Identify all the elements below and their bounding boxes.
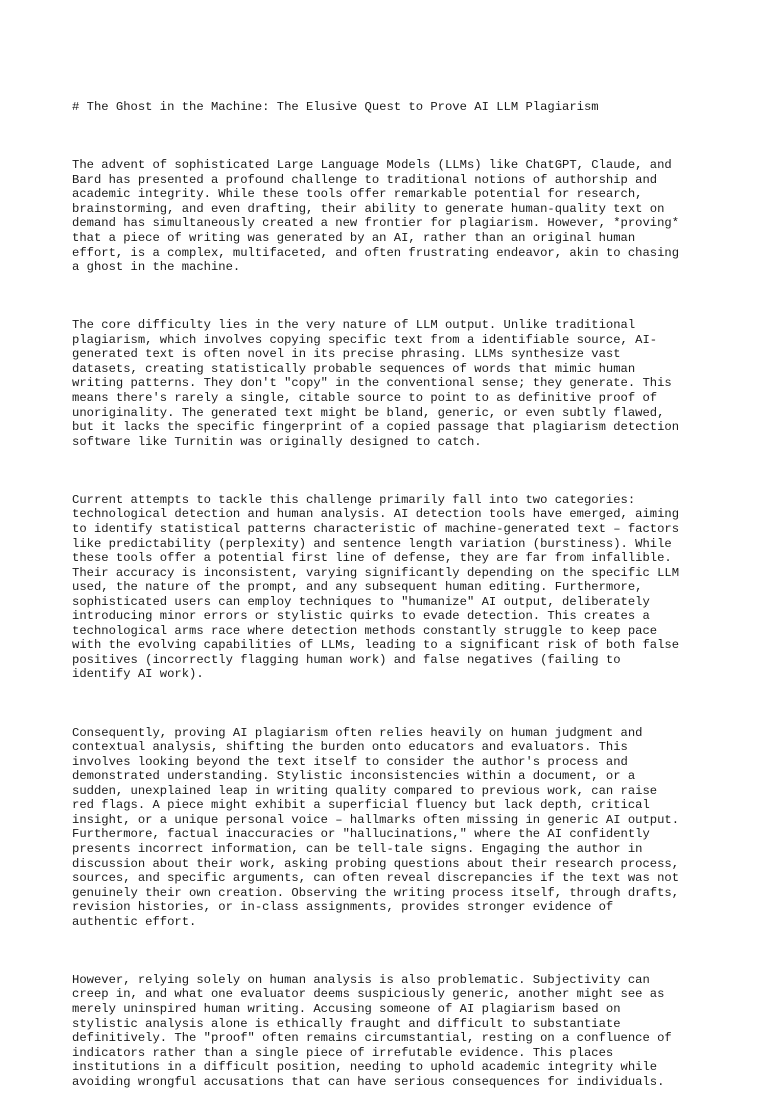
document-title: # The Ghost in the Machine: The Elusive Quest to Prove AI LLM Plagiarism <box>72 100 599 115</box>
paragraph-1: The advent of sophisticated Large Language Models (LLMs) like ChatGPT, Claude, and Bard has presented a profound challenge to traditional notions of authorship and academic integrity. While these tools offer remarkable potential for research, brainstorming, and even drafting, their ability to generate human-quality text on demand has simultaneously created a new frontier for plagiarism. However, *proving* that a piece of writing was generated by an AI, rather than an original human effort, is a complex, multifaceted, and often frustrating endeavor, akin to chasing a ghost in the machine. <box>72 158 680 275</box>
paragraph-5: However, relying solely on human analysis is also problematic. Subjectivity can creep in, and what one evaluator deems suspiciously generic, another might see as merely uninspired human writing. Accusing someone of AI plagiarism based on stylistic analysis alone is ethically fraught and difficult to substantiate definitively. The "proof" often remains circumstantial, resting on a confluence of indicators rather than a single piece of irrefutable evidence. This places institutions in a difficult position, needing to uphold academic integrity while avoiding wrongful accusations that can have serious consequences for individuals. <box>72 972 672 1089</box>
document-page <box>72 71 712 1118</box>
paragraph-4: Consequently, proving AI plagiarism often relies heavily on human judgment and contextual analysis, shifting the burden onto educators and evaluators. This involves looking beyond the text itself to consider the author's process and demonstrated understanding. Stylistic inconsistencies within a document, or a sudden, unexplained leap in writing quality compared to previous work, can raise red flags. A piece might exhibit a superficial fluency but lack depth, critical insight, or a unique personal voice – hallmarks often missing in generic AI output. Furthermore, factual inaccuracies or "hallucinations," where the AI confidently presents incorrect information, can be tell-tale signs. Engaging the author in discussion about their work, asking probing questions about their research process, sources, and specific arguments, can often reveal discrepancies if the text was not genuinely their own creation. Observing the writing process itself, through drafts, revision histories, or in-class assignments, provides stronger evidence of authentic effort. <box>72 725 680 929</box>
paragraph-3: Current attempts to tackle this challenge primarily fall into two categories: technological detection and human analysis. AI detection tools have emerged, aiming to identify statistical patterns characteristic of machine-generated text – factors like predictability (perplexity) and sentence length variation (burstiness). While these tools offer a potential first line of defense, they are far from infallible. Their accuracy is inconsistent, varying significantly depending on the specific LLM used, the nature of the prompt, and any subsequent human editing. Furthermore, sophisticated users can employ techniques to "humanize" AI output, deliberately introducing minor errors or stylistic quirks to evade detection. This creates a technological arms race where detection methods constantly struggle to keep pace with the evolving capabilities of LLMs, leading to a significant risk of both false positives (incorrectly flagging human work) and false negatives (failing to identify AI work). <box>72 492 680 682</box>
paragraph-2: The core difficulty lies in the very nature of LLM output. Unlike traditional plagiarism, which involves copying specific text from a identifiable source, AI- generated text is often novel in its precise phrasing. LLMs synthesize vast datasets, creating statistically probable sequences of words that mimic human writing patterns. They don't "copy" in the conventional sense; they generate. This means there's rarely a single, citable source to point to as definitive proof of unoriginality. The generated text might be bland, generic, or even subtly flawed, but it lacks the specific fingerprint of a copied passage that plagiarism detection software like Turnitin was originally designed to catch. <box>72 318 680 449</box>
